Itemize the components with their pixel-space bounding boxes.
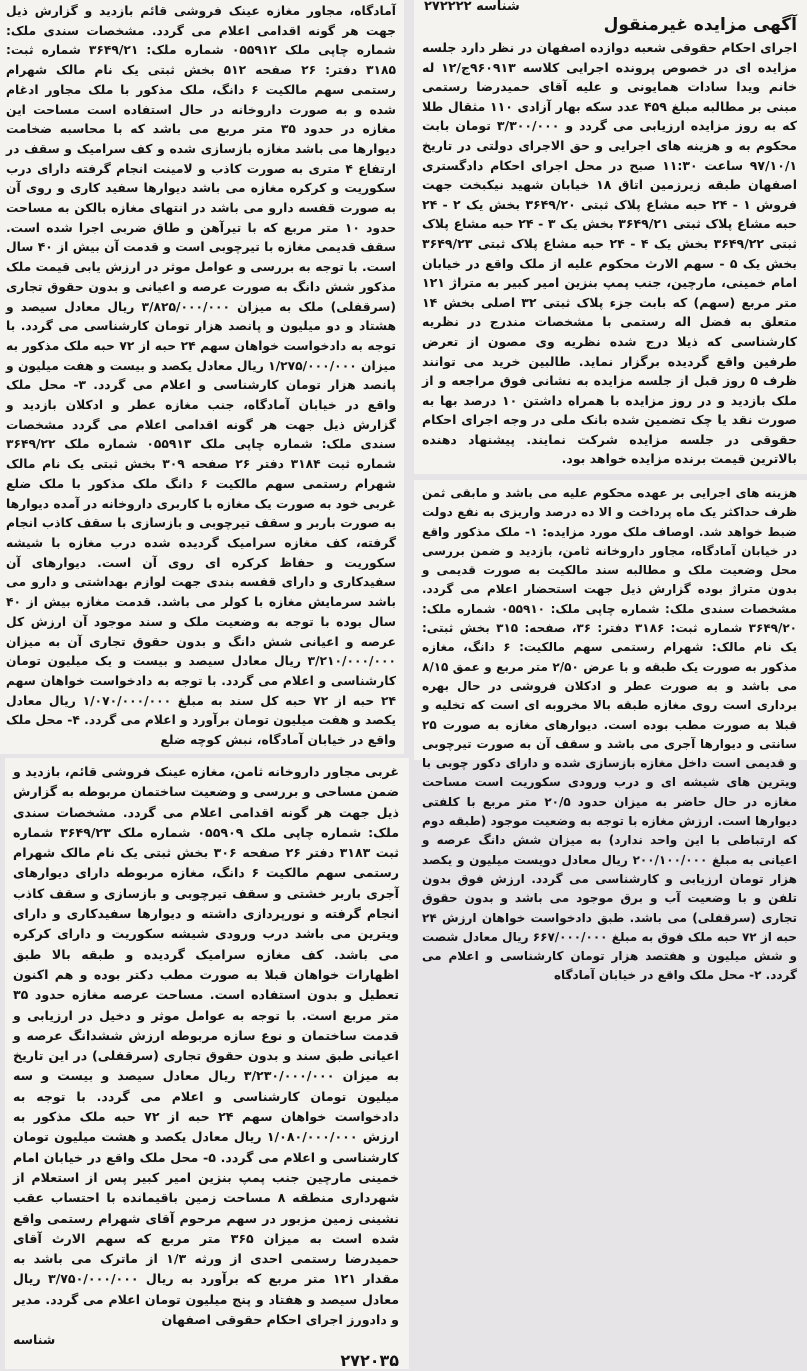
notice-id-header: ۲۷۲۲۲۲ شناسه [424,0,520,14]
notice-code: ۲۷۲۰۳۵ [340,1350,399,1370]
clipping-property-details-bottom [5,758,409,1369]
property-details-text: آمادگاه، مجاور مغازه عینک فروشی قائم بازدید و گزارش ذیل جهت هر گونه اقدامی اعلام می گردد. مشخصات سندی ملک: شماره چاپی ملک ۰۵۵۹۱۲ شماره ملک: ۳۶۴۹/۲۱ شماره ثبت: ۳۱۸۵ دفتر: ۲۶ صفحه ۵۱۲ بخش ثبتی یک نام مالک شهرام رستمی سهم مالکیت ۶ دانگ، ملک مذکور با ملک مجاور ادغام شده و به صورت داروخانه در حال استفاده است مساحت این مغازه در حدود ۳۵ متر مربع می باشد که با محاسبه ضخامت دیوارها می باشد مغازه بازسازی شده و کف سرامیک و سقف در ارتفاع ۴ متری به صورت کاذب و لامینت انجام گرفته دارای درب سکوریت و کرکره مغازه می باشد دیوارها سفید کاری و روی آن به صورت قفسه دارو می باشد در انتهای مغازه بالکن به مساحت حدود ۱۰ متر مربع که با تیرآهن و طاق ضربی اجرا شده است. سقف قدیمی مغازه با تیرچوبی است و قدمت آن بیش از ۴۰ سال است. با توجه به بررسی و عوامل موثر در ارزش یابی قیمت ملک مذکور شش دانگ به صورت عرصه و اعیانی و بدون حقوق تجاری (سرقفلی) ملک به میزان ۳/۸۲۵/۰۰۰/۰۰۰ ریال معادل سیصد و هشتاد و دو میلیون و پانصد هزار تومان کارشناسی می گردد. با توجه به دادخواست خواهان سهم ۲۴ حبه از ۷۲ حبه ملک مذکور به میزان ۱/۲۷۵/۰۰۰/۰۰۰ ریال معادل یکصد و بیست و هفت میلیون و پانصد هزار تومان کارشناسی و اعلام می گردد. ۳- محل ملک واقع در خیابان آمادگاه، جنب مغازه عطر و ادکلان بازدید و گزارش ذیل جهت هر گونه اقدامی اعلام می گردد مشخصات سندی ملک: شماره چاپی ملک ۰۵۵۹۱۳ شماره ملک ۳۶۴۹/۲۲ شماره ثبت ۳۱۸۴ دفتر ۲۶ صفحه ۳۰۹ بخش ثبتی یک نام مالک شهرام رستمی سهم مالکیت ۶ دانگ ملک مذکور با ملک ضلع غربی خود به صورت یک مغازه با کاربری داروخانه در آمده دیوارها به صورت باربر و سقف تیرچوبی و بازسازی با سقف کاذب انجام گرفته، کف مغازه سرامیک گردیده شده درب مغازه با شیشه سکوریت و حفاظ کرکره ای روی آن است. دیوارهای آن سفیدکاری و دارای قفسه بندی جهت لوازم بهداشتی و دارو می باشد سرمایش مغازه با کولر می باشد. قدمت مغازه بیش از ۴۰ سال بوده با توجه به وضعیت ملک و سند موجود آن ارزش کل عرصه و اعیانی شش دانگ و بدون حقوق تجاری آن به میزان ۳/۲۱۰/۰۰۰/۰۰۰ ریال معادل سیصد و بیست و یک میلیون تومان کارشناسی و اعلام می گردد. با توجه به دادخواست خواهان سهم ۲۴ حبه از ۷۲ حبه کل سند به مبلغ ۱/۰۷۰/۰۰۰/۰۰۰ ریال معادل یکصد و هفت میلیون تومان برآورد و اعلام می گردد. ۴- محل ملک واقع در خیابان آمادگاه، نبش کوچه ضلع [6,4,397,748]
notice-title: آگهی مزایده غیرمنقول [603,15,797,35]
clipping-property-details-right [414,480,807,983]
notice-body: اجرای احکام حقوقی شعبه دوازده اصفهان در نظر دارد جلسه مزایده ای در خصوص پرونده اجرایی کلاسه ۹۶۰۹۱۳ج/۱۲ له خانم ویدا سادات همایونی و علیه آقای حمیدرضا رستمی مبنی بر مطالبه مبلغ ۴۵۹ عدد سکه بهار آزادی ۱۱۰ مثقال طلا که به روز مزایده ارزیابی می گردد و ۳/۳۰۰/۰۰۰ تومان بابت محکوم به و هزینه های اجرایی و حق الاجرای دولتی در تاریخ ۹۷/۱۰/۱ ساعت ۱۱:۳۰ صبح در محل اجرای احکام دادگستری اصفهان طبقه زیرزمین اتاق ۱۸ خیابان شهید نیکبخت جهت فروش ۱ - ۲۴ حبه مشاع پلاک ثبتی ۳۶۴۹/۲۰ بخش یک ۲ - ۲۴ حبه مشاع پلاک ثبتی ۳۶۴۹/۲۱ بخش یک ۳ - ۲۴ حبه مشاع پلاک ثبتی ۳۶۴۹/۲۲ بخش یک ۴ - ۲۴ حبه مشاع پلاک ثبتی ۳۶۴۹/۲۳ بخش یک ۵ - سهم الارث محکوم علیه از ملک واقع در خیابان امام خمینی، مارچین، جنب پمپ بنزین امیر کبیر به متراژ ۱۲۱ متر مربع (سهم) که بابت جزء پلاک ثبتی ۳۲ اصلی بخش ۱۴ متعلق به فضل اله رستمی با مشخصات مندرج در نظریه کارشناسی که ذیلا درج شده نظریه وی مصون از تعرض طرفین واقع گردیده برگزار نماید. طالبین خرید می توانند ظرف ۵ روز قبل از جلسه مزایده به نشانی فوق مراجعه و از ملک بازدید و در روز مزایده با همراه داشتن ۱۰ درصد بها به صورت نقد یا چک تضمین شده بانک ملی در وجه اجرای احکام حقوقی در جلسه مزایده شرکت نمایند. پیشنهاد دهنده بالاترین قیمت برنده مزایده خواهد بود. [422,40,798,467]
property-details-text: غربی مجاور داروخانه ثامن، مغازه عینک فروشی قائم، بازدید و ضمن مساحی و بررسی و وضعیت ساختمان مربوطه به گزارش ذیل جهت هر گونه اقدامی اعلام می گردد. مشخصات سندی ملک: شماره چاپی ملک ۰۵۵۹۰۹ شماره ملک ۳۶۴۹/۲۳ شماره ثبت ۳۱۸۳ دفتر ۲۶ صفحه ۳۰۶ بخش ثبتی یک نام مالک شهرام رستمی سهم مالکیت ۶ دانگ، مغازه مربوطه دارای دیوارهای آجری باربر خشتی و سقف تیرچوبی و بازسازی و سقف کاذب انجام گرفته و نورپردازی داشته و دیوارها سفیدکاری و دارای ویترین می باشد درب ورودی شیشه سکوریت و دارای کرکره می باشد. کف مغازه سرامیک گردیده و طبقه بالا طبق اظهارات خواهان قبلا به صورت مطب دکتر بوده و هم اکنون تعطیل و بدون استفاده است. مساحت عرصه مغازه حدود ۳۵ متر مربع است. با توجه به عوامل موثر و دخیل در ارزیابی و قدمت ساختمان و نوع سازه مربوطه ارزش ششدانگ عرصه و اعیانی طبق سند و بدون حقوق تجاری (سرقفلی) در این تاریخ به میزان ۳/۲۳۰/۰۰۰/۰۰۰ ریال معادل سیصد و بیست و سه میلیون تومان کارشناسی و اعلام می گردد. با توجه به دادخواست خواهان سهم ۲۴ حبه از ۷۲ حبه ملک مذکور به ارزش ۱/۰۸۰/۰۰۰/۰۰۰ ریال معادل یکصد و هشت میلیون تومان کارشناسی و اعلام می گردد. ۵- محل ملک واقع در خیابان امام خمینی مارچین جنب پمپ بنزین امیر کبیر پس از استعلام از شهرداری منطقه ۸ مساحت زمین باقیمانده با احتساب عقب نشینی زمین مزبور در سهم مرحوم آقای شهرام رستمی واقع شده است به میزان ۳۶۵ متر مربع که سهم الارث آقای حمیدرضا رستمی احدی از ورثه ۱/۳ از ماترک می باشد به مقدار ۱۲۱ متر مربع که برآورد به ریال ۳/۷۵۰/۰۰۰/۰۰۰ ریال معادل سیصد و هفتاد و پنج میلیون تومان اعلام می گردد. مدیر و دادورز اجرای احکام حقوقی اصفهان [13,764,400,1328]
signature-label: شناسه [13,1332,56,1348]
clipping-auction-notice [414,0,807,474]
clipping-property-details-left [0,0,404,754]
property-details-text: هزینه های اجرایی بر عهده محکوم علیه می باشد و مابقی ثمن ظرف حداکثر یک ماه پرداخت و الا ده درصد واریزی به نفع دولت ضبط خواهد شد. اوصاف ملک مورد مزایده: ۱- ملک مذکور واقع در خیابان آمادگاه، مجاور داروخانه ثامن، بازدید و ضمن بررسی محل وضعیت ملک و مطالبه سند مالکیت به صورت قدیمی و بدون متراژ بوده گزارش ذیل جهت استحضار اعلام می گردد. مشخصات سندی ملک: شماره چاپی ملک: ۰۵۵۹۱۰ شماره ملک: ۳۶۴۹/۲۰ شماره ثبت: ۳۱۸۶ دفتر: ۳۶، صفحه: ۳۱۵ بخش ثبتی: یک نام مالک: شهرام رستمی سهم مالکیت: ۶ دانگ، مغازه مذکور به صورت یک طبقه و با عرض ۲/۵۰ متر مربع و عمق ۸/۱۵ می باشد و به صورت عطر و ادکلان فروشی در حال بهره برداری است روی مغازه طبقه بالا مخروبه ای است که تخلیه و قبلا به صورت مطب بوده است. دیوارهای مغازه به صورت ۲۵ سانتی و دیوارها آجری می باشد و سقف آن به صورت تیرچوبی و قدیمی است داخل مغازه بازسازی شده و دارای دکور چوبی با ویترین های شیشه ای و درب ورودی سکوریت است مساحت مغازه در حال حاضر به میزان حدود ۲۰/۵ متر مربع با کلفتی دیوارها است. ارزش مغازه با توجه به وضعیت موجود (طبقه دوم که ارتباطی با این واحد ندارد) به میزان شش دانگ عرصه و اعیانی به مبلغ ۲۰۰/۱۰۰/۰۰۰ ریال معادل دویست میلیون و یکصد هزار تومان ارزیابی و کارشناسی می گردد. ارزش فوق بدون تلفن و با وضعیت آب و برق موجود می باشد و بدون حقوق تجاری (سرقفلی) می باشد. طبق دادخواست خواهان ارزش ۲۴ حبه از ۷۲ حبه ملک فوق به مبلغ ۶۶۷/۰۰۰/۰۰۰ ریال معادل شصت و شش میلیون و هفتصد هزار تومان کارشناسی و اعلام می گردد. ۲- محل ملک واقع در خیابان آمادگاه [422,486,798,983]
